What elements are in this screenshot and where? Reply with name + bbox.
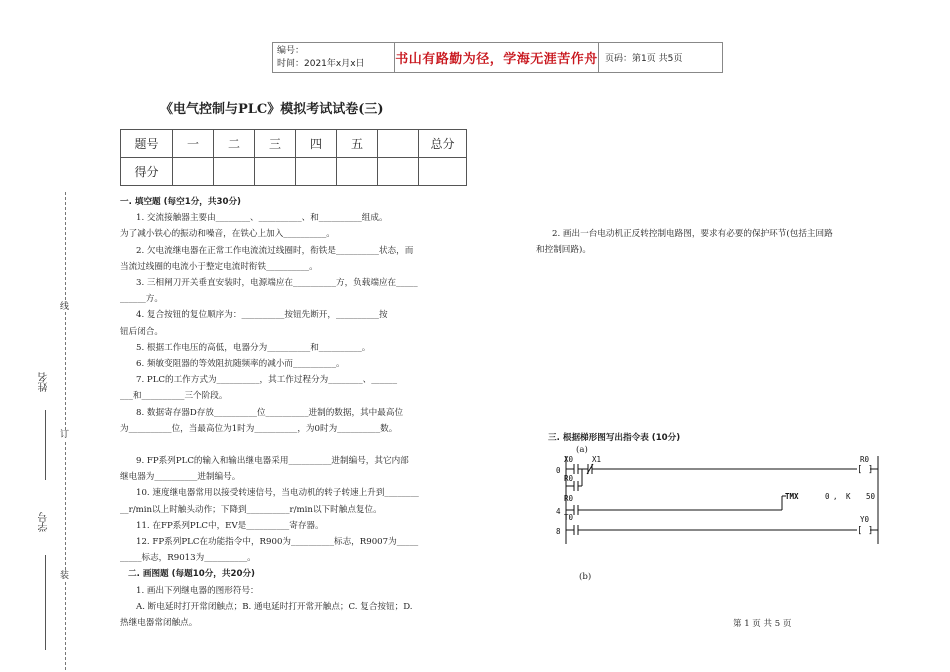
question-line: 7. PLC的工作方式为__________，其工作过程分为________、______: [136, 375, 398, 386]
question-line: 和控制回路)。: [536, 245, 591, 255]
score-cell: 二: [214, 130, 255, 158]
score-table-score-row: [121, 158, 467, 186]
question-line: 为__________位，当最高位为1时为__________，为0时为__________数。: [120, 423, 398, 434]
coil-label: Y0: [860, 515, 870, 524]
score-input[interactable]: [296, 158, 337, 186]
coil-r0: [ ]: [857, 465, 874, 475]
spacer: [120, 437, 465, 453]
header-bar: [272, 42, 723, 73]
question-line: 3. 三相闸刀开关垂直安装时，电源端应在__________方，负载端应在_____: [136, 278, 418, 289]
question-line: 11. 在FP系列PLC中，EV是__________寄存器。: [136, 520, 324, 531]
step-number: 4: [556, 507, 561, 516]
question-line: 当流过线圈的电流小于整定电流时衔铁__________。: [120, 261, 318, 272]
step-number: 8: [556, 527, 561, 536]
score-cell: 总分: [419, 130, 467, 158]
score-input[interactable]: [337, 158, 378, 186]
name-write-line[interactable]: [45, 410, 46, 480]
question-line: ______方。: [120, 294, 163, 305]
question-line: 1. 交流接触器主要由________、__________、和__________组成。: [136, 213, 388, 224]
timer-k: K: [846, 492, 851, 501]
timer-value: 50: [866, 492, 876, 501]
label-a: (a): [576, 445, 588, 455]
section-fill-blank: 一. 填空题 (每空1分，共30分): [120, 197, 241, 207]
question-line: 5. 根据工作电压的高低，电器分为__________和__________。: [136, 342, 371, 353]
score-input[interactable]: [173, 158, 214, 186]
contact-label: X0: [564, 455, 574, 464]
left-column: [120, 194, 465, 631]
score-input[interactable]: [419, 158, 467, 186]
question-line: 4. 复合按钮的复位顺序为：__________按钮先断开，__________按: [136, 310, 388, 321]
name-label: 姓名: [39, 372, 50, 392]
score-cell: 题号: [121, 130, 173, 158]
section-drawing: 二. 画图题 (每题10分，共20分): [128, 569, 255, 580]
coil-label: R0: [860, 455, 870, 464]
score-table: [120, 129, 467, 186]
motto: 书山有路勤为径，学海无涯苦作舟: [395, 43, 599, 72]
score-input[interactable]: [214, 158, 255, 186]
contact-label: T0: [564, 513, 574, 522]
question-line: _____标志，R9013为__________。: [120, 553, 256, 564]
coil-y0: [ ]: [857, 526, 874, 536]
exam-title: 《电气控制与PLC》模拟考试试卷(三): [160, 102, 384, 117]
question-line: 继电器为__________进制编号。: [120, 472, 241, 483]
question-line: 12. FP系列PLC在功能指令中，R900为__________标志，R9007为_____: [136, 537, 419, 548]
timer-label: TMX: [785, 492, 799, 501]
student-id-label: 学号: [39, 512, 50, 532]
header-left: [273, 43, 395, 72]
page-label: 页码：第1页 共5页: [605, 54, 683, 64]
contact-label: R0: [564, 494, 574, 503]
question-line: 钮后闭合。: [120, 326, 163, 337]
question-line: 2. 画出一台电动机正反转控制电路图，要求有必要的保护环节(包括主回路: [552, 229, 833, 239]
score-cell: 四: [296, 130, 337, 158]
score-table-header-row: [121, 130, 467, 158]
question-line: 8. 数据寄存器D存放__________位__________进制的数据，其中最高位: [136, 407, 404, 418]
question-line: 9. FP系列PLC的输入和输出继电器采用__________进制编号，其它内部: [136, 456, 409, 467]
timer-number: 0: [825, 492, 830, 501]
ladder-diagram: [552, 452, 888, 552]
question-line: A. 断电延时打开常闭触点；B. 通电延时打开常开触点；C. 复合按钮；D.: [136, 601, 413, 612]
score-input[interactable]: [378, 158, 419, 186]
page-footer: 第 1 页 共 5 页: [733, 619, 792, 629]
binding-line-char: 线: [60, 302, 70, 312]
right-q2: [536, 226, 888, 258]
question-line: 6. 频敏变阻器的等效阻抗随频率的减小而__________。: [136, 359, 345, 370]
score-cell: [378, 130, 419, 158]
svg-text:,: ,: [833, 492, 838, 501]
binding-bind-char: 装: [60, 571, 70, 581]
student-id-write-line[interactable]: [45, 555, 46, 650]
question-line: 热继电器常闭触点。: [120, 618, 198, 629]
score-cell: 五: [337, 130, 378, 158]
step-number: 0: [556, 466, 561, 475]
question-line: 为了减小铁心的振动和噪音，在铁心上加入__________。: [120, 229, 335, 240]
question-line: 1. 画出下列继电器的图形符号：: [136, 585, 259, 596]
binding-order-char: 订: [60, 430, 70, 440]
code-label: 编号：: [277, 46, 305, 56]
score-input[interactable]: [255, 158, 296, 186]
label-b: (b): [579, 572, 592, 582]
question-line: 2. 欠电流继电器在正常工作电流流过线圈时，衔铁是__________状态，而: [136, 245, 414, 256]
question-line: 10. 速度继电器常用以接受转速信号，当电动机的转子转速上升到________: [136, 488, 419, 499]
question-line: __r/min以上时触头动作；下降到__________r/min以下时触点复位。: [120, 504, 382, 515]
contact-label: X1: [592, 455, 602, 464]
score-cell: 一: [173, 130, 214, 158]
section-ladder: 三. 根据梯形图写出指令表 (10分): [548, 433, 681, 443]
contact-label: R0: [564, 474, 574, 483]
question-line: ___和__________三个阶段。: [120, 391, 228, 402]
time-label: 时间：2021年x月x日: [277, 59, 365, 69]
score-cell: 三: [255, 130, 296, 158]
score-label: 得分: [121, 158, 173, 186]
